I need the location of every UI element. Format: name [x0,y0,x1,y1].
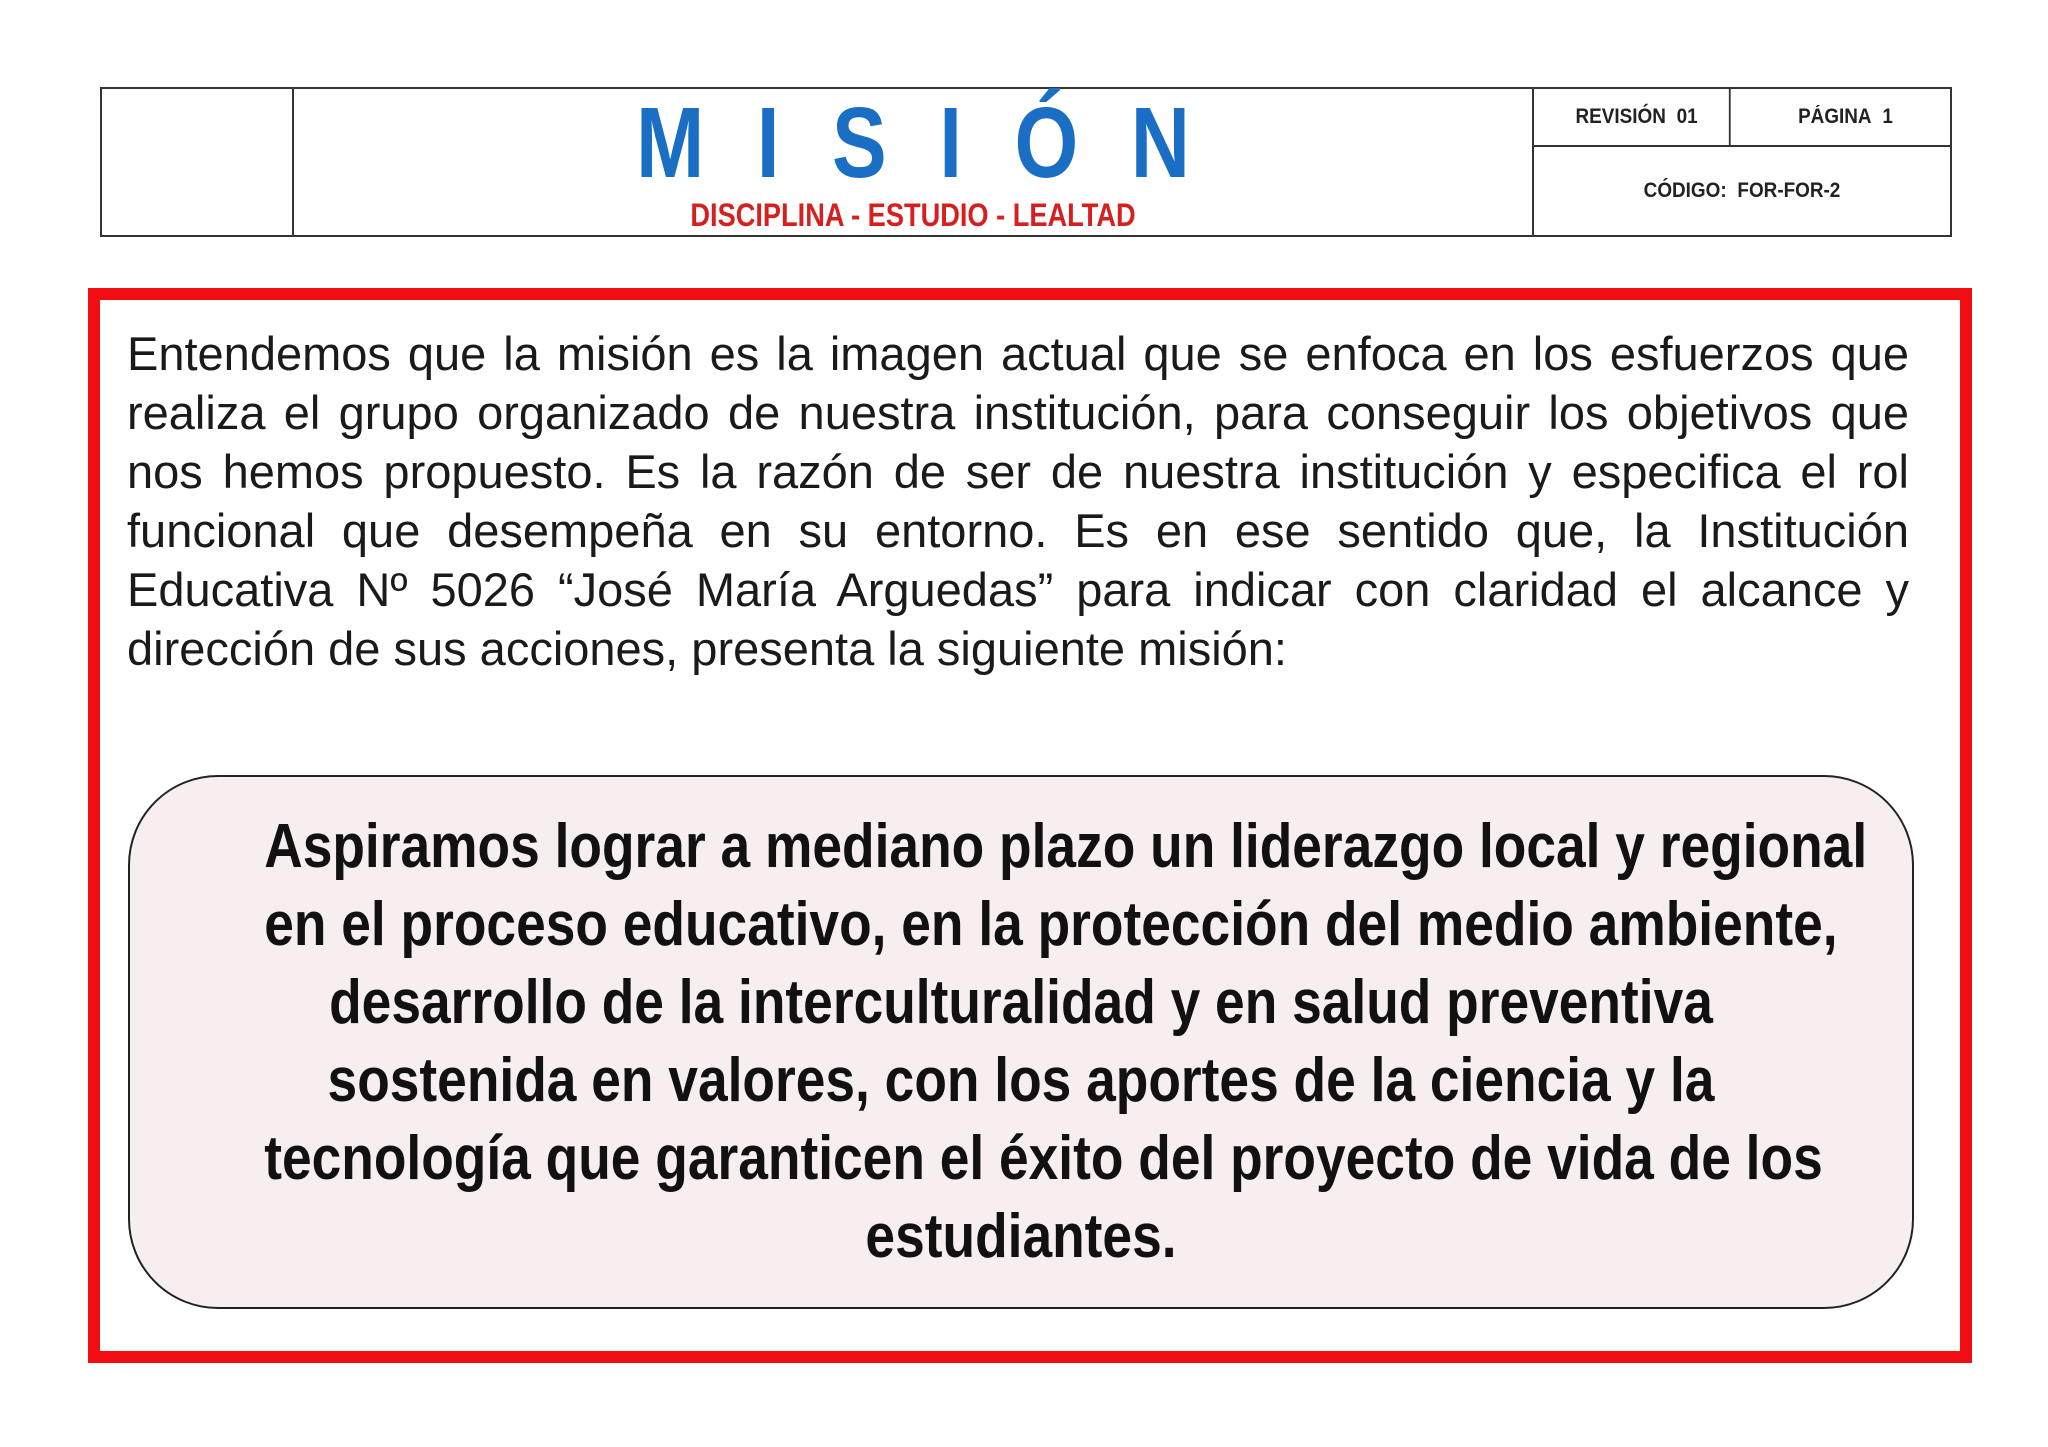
code-label: CÓDIGO: [1643,179,1727,202]
page-title: MISIÓN [636,87,1243,199]
mission-line: sostenida en valores, con los aportes de la ciencia y la [327,1046,1715,1115]
page-cell [1751,89,1939,145]
page-label: PÁGINA [1798,105,1872,128]
title-cell [294,89,1534,235]
mission-statement [264,808,1868,1276]
mission-line: en el proceso educativo, en la protección del medio ambiente, [264,890,1838,959]
code-value: FOR-FOR-2 [1737,179,1841,202]
logo-cell [102,89,294,235]
code-cell [1555,147,1929,235]
document-header [100,87,1952,237]
mission-line: Aspiramos lograr a mediano plazo un liderazgo local y regional [264,812,1868,881]
revision-cell [1544,89,1730,145]
document-meta [1534,89,1950,235]
mission-line: desarrollo de la interculturalidad y en salud preventiva [329,968,1713,1037]
page-value: 1 [1882,105,1893,128]
mission-box [128,775,1914,1309]
meta-top-row [1534,89,1950,147]
revision-label: REVISIÓN [1575,105,1666,128]
mission-line: estudiantes. [865,1202,1177,1271]
motto: DISCIPLINA - ESTUDIO - LEALTAD [690,197,1136,233]
intro-paragraph: Entendemos que la misión es la imagen actual que se enfoca en los esfuerzos que realiza el grupo organizado de nuestra institución, para conseguir los objetivos que nos hemos propuesto. Es la razón de ser de nuestra institución y especifica el rol funcional que desempeña en su entorno. Es en ese sentido que, la Institución Educativa Nº 5026 “José María Arguedas” para indicar con claridad el alcance y dirección de sus acciones, presenta la siguiente misión: [127,327,1909,675]
revision-value: 01 [1676,105,1698,128]
mission-line: tecnología que garanticen el éxito del proyecto de vida de los [264,1124,1823,1193]
